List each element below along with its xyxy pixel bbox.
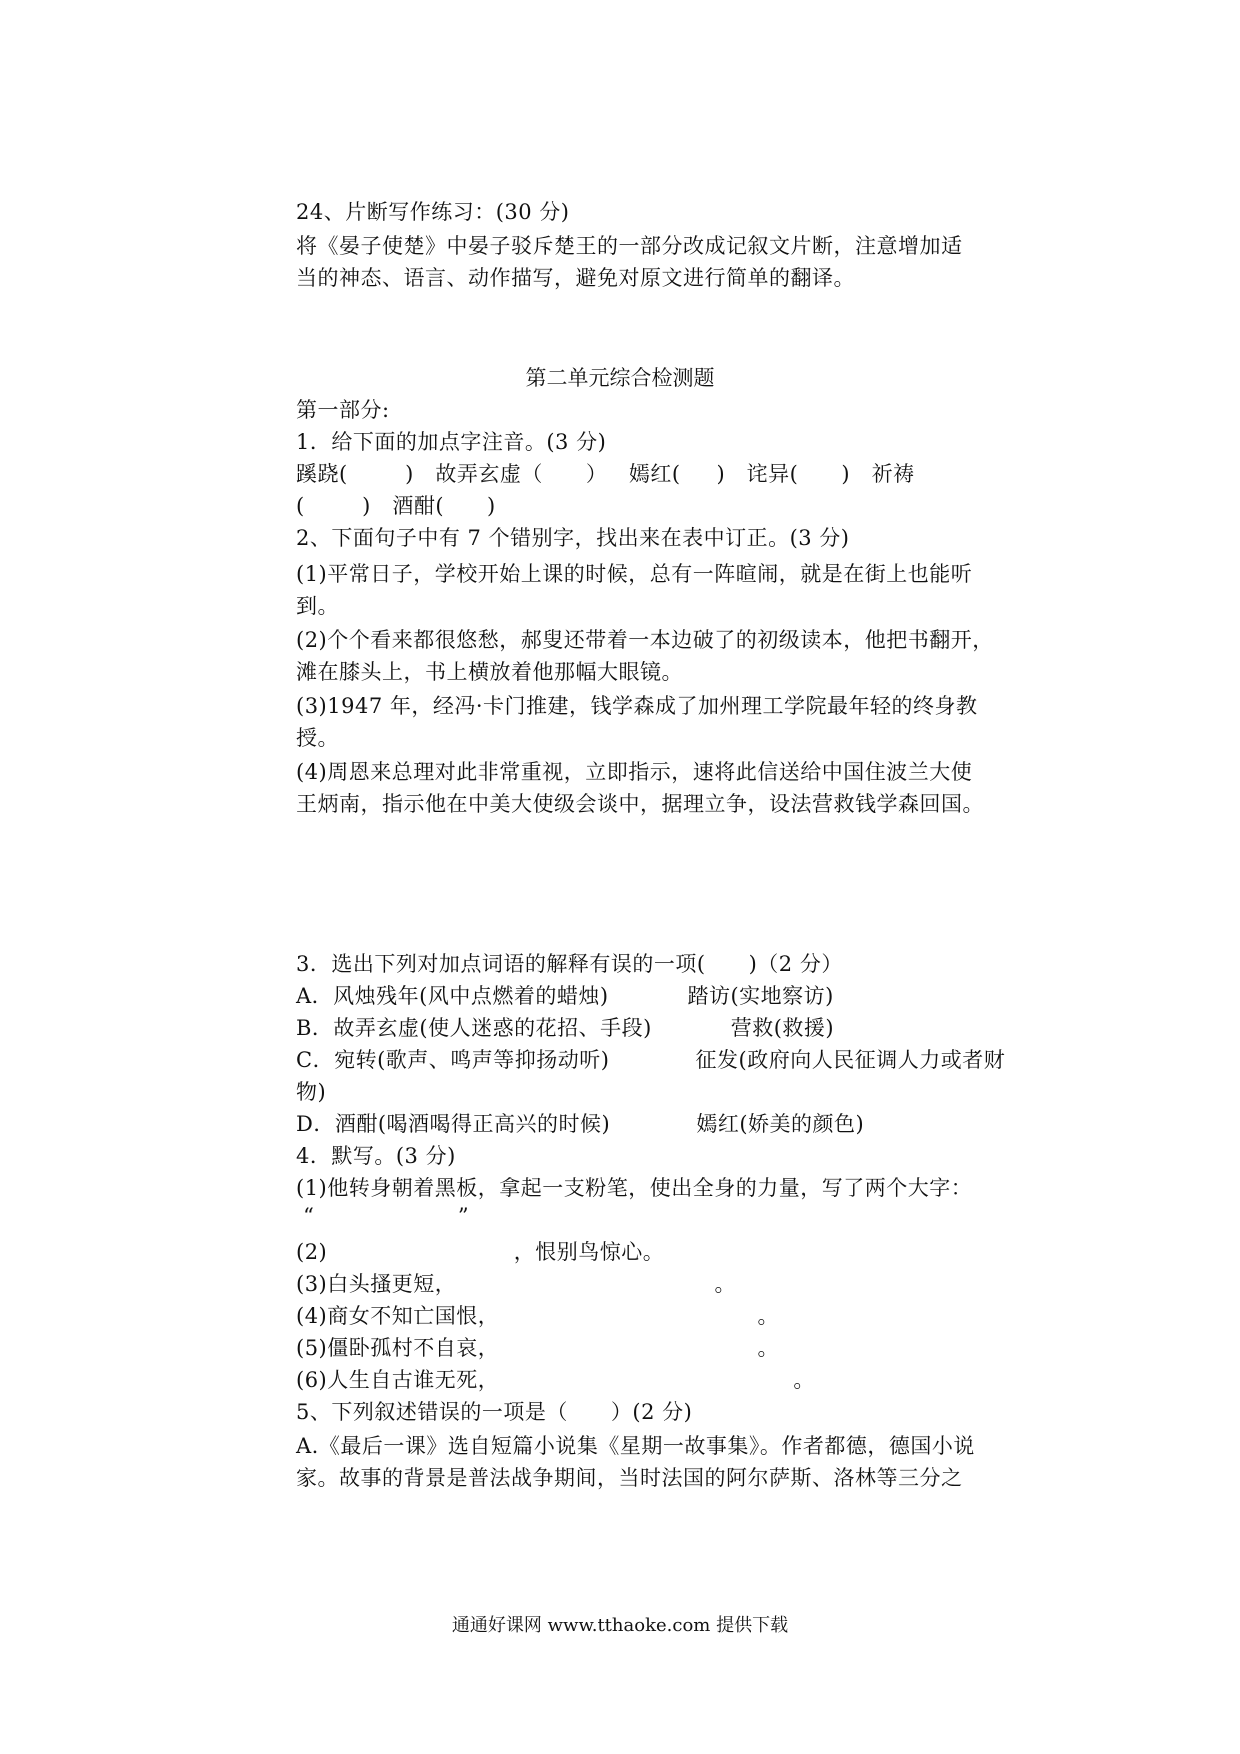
q4-item-blank: “ ” — [296, 1204, 470, 1228]
q5-option-a-cont: 家。故事的背景是普法战争期间，当时法国的阿尔萨斯、洛林等三分之 — [296, 1466, 963, 1490]
q2-sentence: (1)平常日子，学校开始上课的时候，总有一阵暄闹，就是在街上也能听 — [296, 562, 973, 586]
q2-sentence: (4)周恩来总理对此非常重视，立即指示，速将此信送给中国住波兰大使 — [296, 760, 973, 784]
page-footer: 通通好课网 www.tthaoke.com 提供下载 — [451, 1615, 789, 1636]
q1-items-line: 蹊跷( ) 故弄玄虚（ ） 嫣红( ) 诧异( ) 祈祷 — [296, 462, 915, 486]
q2-sentence: (3)1947 年，经冯·卡门推建，钱学森成了加州理工学院最年轻的终身教 — [296, 694, 978, 718]
q1-heading: 1．给下面的加点字注音。(3 分) — [296, 430, 607, 454]
q4-heading: 4．默写。(3 分) — [296, 1144, 456, 1168]
q5-heading: 5、下列叙述错误的一项是（ ）(2 分) — [296, 1400, 693, 1424]
q4-item: (3)白头搔更短， 。 — [296, 1272, 737, 1296]
part-label: 第一部分: — [296, 398, 390, 422]
q2-sentence: (2)个个看来都很悠愁，郝叟还带着一本边破了的初级读本，他把书翻开， — [296, 628, 994, 652]
q3-heading: 3．选出下列对加点词语的解释有误的一项( )（2 分） — [296, 952, 843, 976]
q24-text-line: 当的神态、语言、动作描写，避免对原文进行简单的翻译。 — [296, 266, 855, 290]
q2-sentence: 到。 — [296, 594, 339, 618]
unit-title: 第二单元综合检测题 — [525, 366, 715, 390]
q3-option-b: B．故弄玄虚(使人迷惑的花招、手段) 营救(救援) — [296, 1016, 835, 1040]
q4-item: (4)商女不知亡国恨， 。 — [296, 1304, 780, 1328]
q4-item: (6)人生自古谁无死， 。 — [296, 1368, 815, 1392]
q4-item: (5)僵卧孤村不自哀， 。 — [296, 1336, 780, 1360]
q1-items-line: ( ) 酒酣( ) — [296, 494, 496, 518]
q3-option-c-cont: 物) — [296, 1080, 327, 1104]
q3-option-a: A．风烛残年(风中点燃着的蜡烛) 踏访(实地察访) — [296, 984, 834, 1008]
q2-sentence: 滩在膝头上，书上横放着他那幅大眼镜。 — [296, 660, 683, 684]
q24-heading: 24、片断写作练习：(30 分) — [296, 200, 570, 224]
q5-option-a: A.《最后一课》选自短篇小说集《星期一故事集》。作者都德，德国小说 — [296, 1434, 975, 1458]
q4-item: (2) ，恨别鸟惊心。 — [296, 1240, 665, 1264]
q24-text-line: 将《晏子使楚》中晏子驳斥楚王的一部分改成记叙文片断，注意增加适 — [296, 234, 963, 258]
q3-option-d: D．酒酣(喝酒喝得正高兴的时候) 嫣红(娇美的颜色) — [296, 1112, 865, 1136]
q2-sentence: 授。 — [296, 726, 339, 750]
q4-item: (1)他转身朝着黑板，拿起一支粉笔，使出全身的力量，写了两个大字： — [296, 1176, 973, 1200]
q3-option-c: C．宛转(歌声、鸣声等抑扬动听) 征发(政府向人民征调人力或者财 — [296, 1048, 1006, 1072]
q2-sentence: 王炳南，指示他在中美大使级会谈中，据理立争，设法营救钱学森回国。 — [296, 792, 984, 816]
q2-heading: 2、下面句子中有 7 个错别字，找出来在表中订正。(3 分) — [296, 526, 850, 550]
